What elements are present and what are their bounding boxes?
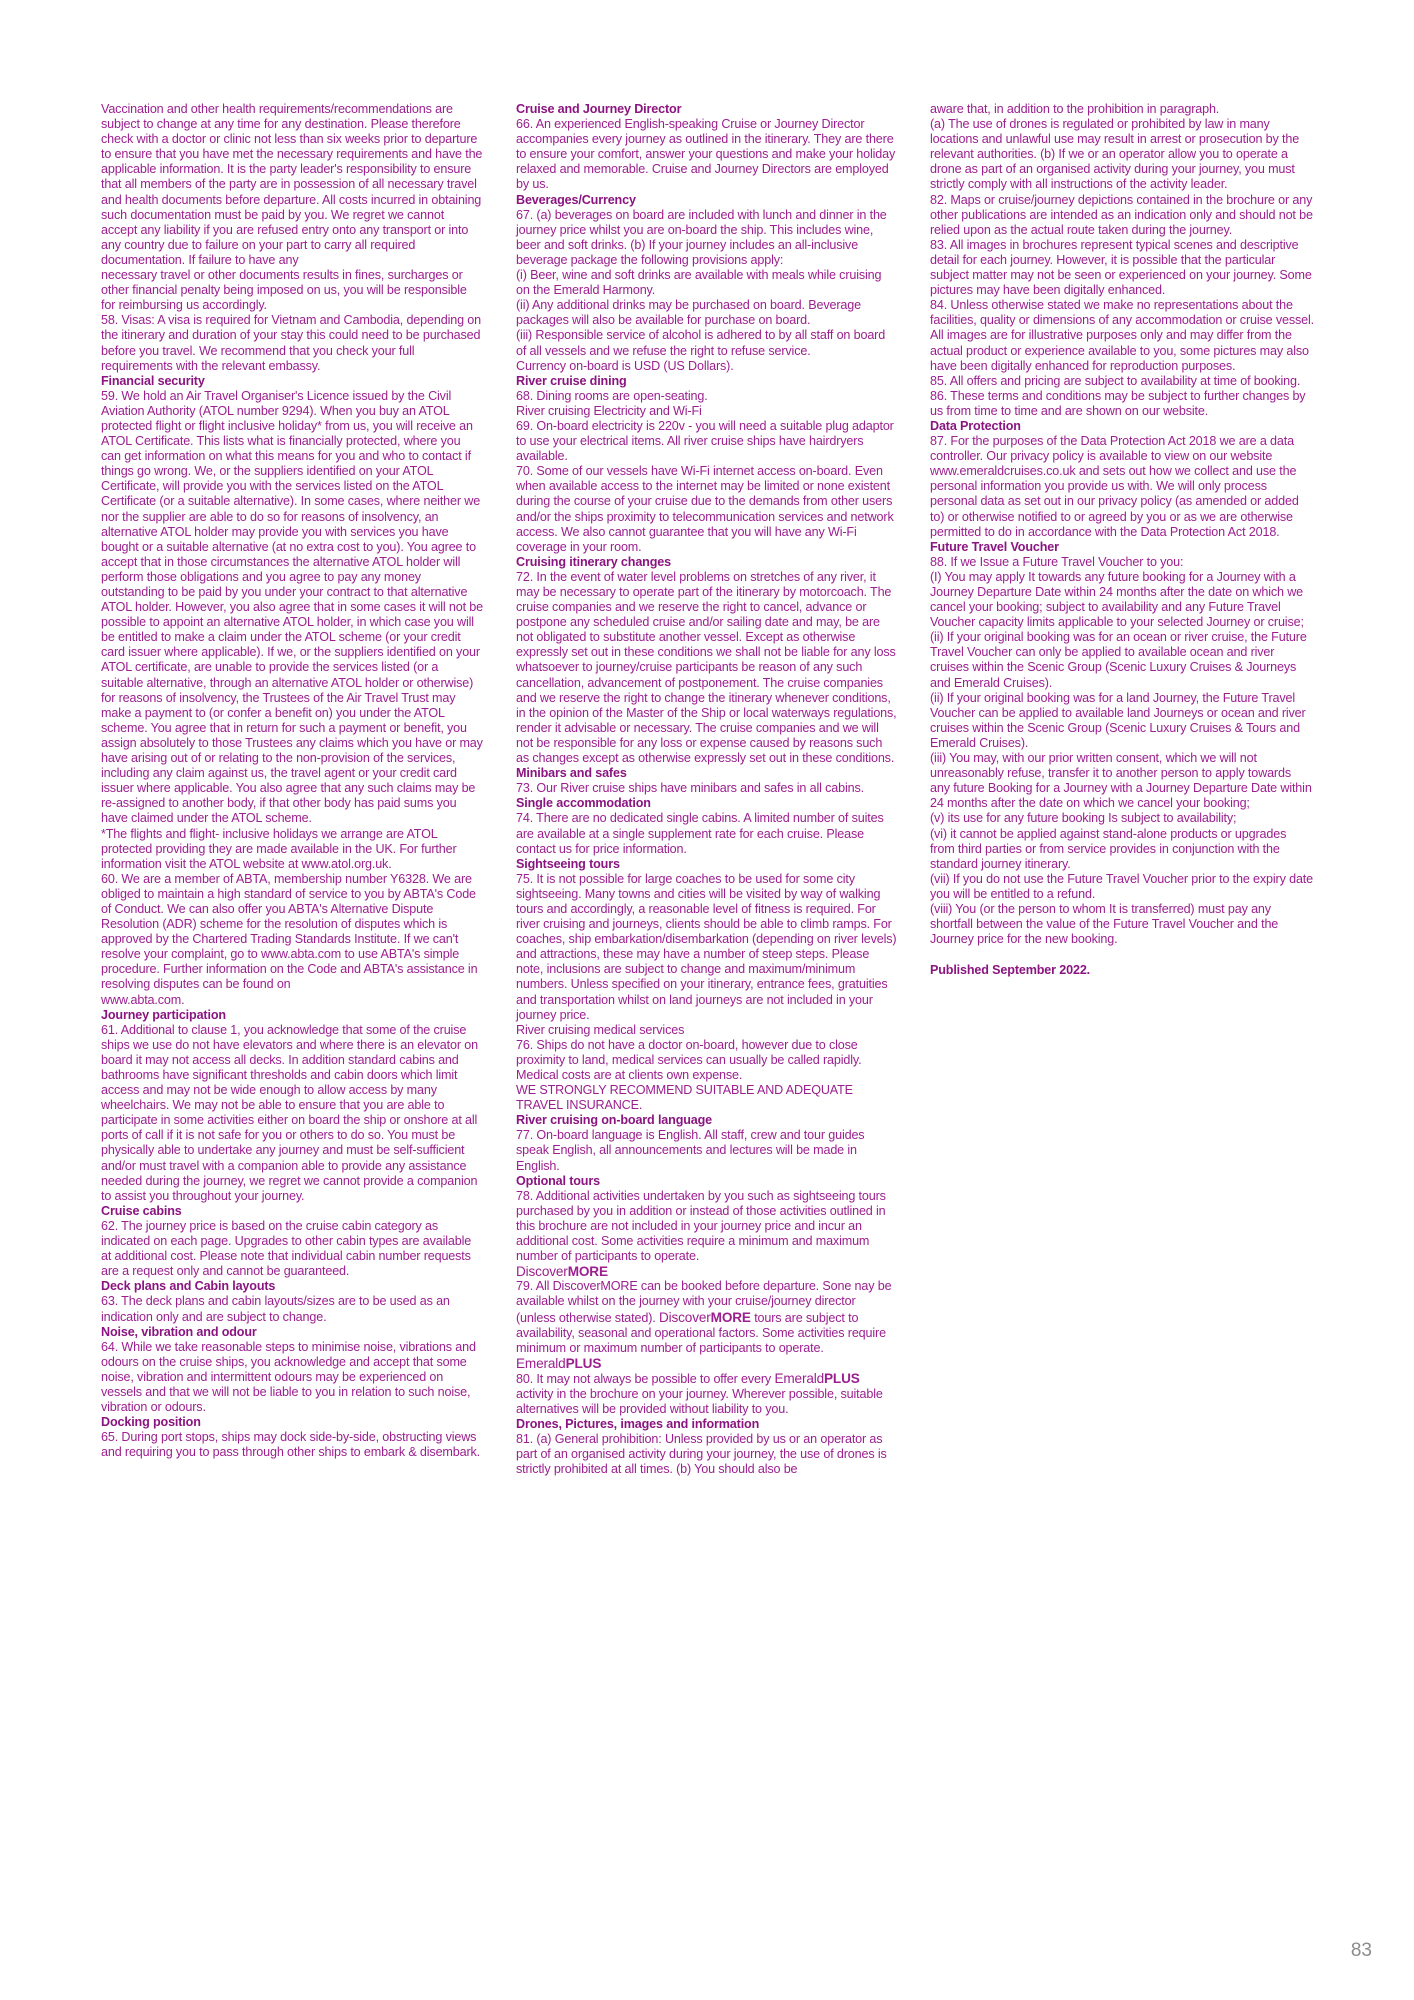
paragraph-87: 87. For the purposes of the Data Protection Act 2018 we are a data controller. Our privacy policy is available to view on our website www.emeraldcruises.co.uk and sets out how we collect and use the personal information you provide us with. We will only process personal data as set out in our privacy policy (as amended or added to) or otherwise notified to or agreed by you or as we are otherwise permitted to do in accordance with the Data Protection Act 2018. — [930, 434, 1299, 539]
paragraph-61: 61. Additional to clause 1, you acknowledge that some of the cruise ships we use do not have elevators and where there is an elevator on board it may not access all decks. In addition standard cabins and bathrooms have significant thresholds and cabin doors which limit access and may not be wide enough to allow access by many wheelchairs. We may not be able to ensure that you are able to participate in some activities either on board the ship or onshore at all ports of call if it is not safe for you or others to do so. You must be physically able to undertake any journey and must be self-sufficient and/or must travel with a companion able to provide any assistance needed during the journey, we regret we cannot provide a companion to assist you throughout your journey. — [101, 1022, 478, 1203]
paragraph-69: 69. On-board electricity is 220v - you will need a suitable plug adaptor to use your electrical items. All river cruise ships have hairdryers available. — [516, 418, 894, 464]
paragraph-79: 79. All DiscoverMORE can be booked before departure. Sone nay be available whilst on the journey with your cruise/journey director (unless otherwise stated). DiscoverMORE tours are subject to availability, seasonal and operational factors. Some activities require minimum or maximum number of participants to operate. — [516, 1279, 892, 1355]
paragraph-82: 82. Maps or cruise/journey depictions contained in the brochure or any other publications are intended as an indication only and should not be relied upon as the actual route taken during the journey. — [930, 192, 1313, 237]
brand-emerald-plus: EmeraldPLUS — [516, 1355, 602, 1371]
paragraph-62: 62. The journey price is based on the cruise cabin category as indicated on each page. Upgrades to other cabin types are available at additional cost. Please note that individual cabin number requests are a request only and cannot be guaranteed. — [101, 1218, 472, 1279]
paragraph-88-vi: (vi) it cannot be applied against stand-alone products or upgrades from third parties or from service provides in conjunction with the standard journey itinerary. — [930, 826, 1287, 871]
brand-discover-more-inline: DiscoverMORE — [658, 1309, 751, 1325]
paragraph-59-atol-note: *The flights and flight- inclusive holidays we arrange are ATOL protected providing they are made available in the UK. For further information visit the ATOL website at www.atol.org.uk. — [101, 826, 457, 871]
paragraph-84: 84. Unless otherwise stated we make no representations about the facilities, quality or dimensions of any accommodation or cruise vessel. All images are for illustrative purposes only and may differ from the actual product or experience available to you, some pictures may also have been digitally enhanced for reproduction purposes. — [930, 298, 1314, 373]
heading-river-cruise-dining: River cruise dining — [516, 373, 627, 388]
paragraph-80: 80. It may not always be possible to offer every EmeraldPLUS activity in the brochure on your journey. Wherever possible, suitable alternatives will be provided without liability to you. — [516, 1370, 883, 1417]
paragraph-88-ii-land: (ii) If your original booking was for a land Journey, the Future Travel Voucher can be applied to available land Journeys or ocean and river cruises within the Scenic Group (Scenic Luxury Cruises & Tours and Emerald Cruises). — [930, 690, 1306, 750]
paragraph-67: 67. (a) beverages on board are included with lunch and dinner in the journey price whilst you are on-board the ship. This includes wine, beer and soft drinks. (b) If your journey includes an all-inclusive beverage package the following provisions apply: — [516, 207, 887, 267]
abta-link[interactable]: www.abta.com. — [101, 992, 185, 1007]
paragraph-77: 77. On-board language is English. All staff, crew and tour guides speak English, all announcements and lectures will be made in English. — [516, 1128, 865, 1173]
heading-sightseeing: Sightseeing tours — [516, 856, 620, 871]
paragraph-76: 76. Ships do not have a doctor on-board, however due to close proximity to land, medical services can usually be called rapidly. Medical costs are at clients own expense. — [516, 1037, 862, 1082]
paragraph-68: 68. Dining rooms are open-seating. — [516, 388, 708, 403]
paragraph-insurance-notice: WE STRONGLY RECOMMEND SUITABLE AND ADEQUATE TRAVEL INSURANCE. — [516, 1083, 853, 1113]
paragraph-81: 81. (a) General prohibition: Unless provided by us or an operator as part of an organised activity during your journey, the use of drones is strictly prohibited at all times. (b) You should also be — [516, 1432, 887, 1477]
heading-language: River cruising on-board language — [516, 1113, 713, 1128]
subheading-electricity-wifi: River cruising Electricity and Wi-Fi — [516, 403, 702, 418]
brand-emerald-plus-inline: EmeraldPLUS — [774, 1370, 860, 1386]
column-left — [101, 102, 483, 1460]
paragraph-88-viii: (viii) You (or the person to whom It is transferred) must pay any shortfall between the value of the Future Travel Voucher and the Journey price for the new booking. — [930, 901, 1279, 947]
heading-optional-tours: Optional tours — [516, 1173, 600, 1188]
paragraph-81-a: (a) The use of drones is regulated or prohibited by law in many locations and unlawful use may result in arrest or prosecution by the relevant authorities. (b) If we or an operator allow you to operate a drone as part of an organised activity during your journey, you must strictly comply with all instructions of the activity leader. — [930, 117, 1300, 192]
paragraph-visas: 58. Visas: A visa is required for Vietnam and Cambodia, depending on the itinerary and duration of your stay this could need to be purchased before you travel. We recommend that you check your full requirements with the relevant embassy. — [101, 313, 481, 373]
paragraph-83: 83. All images in brochures represent typical scenes and descriptive detail for each journey. However, it is possible that the particular subject matter may not be seen or experienced on your journey. Some pictures may have been digitally enhanced. — [930, 237, 1312, 298]
paragraph-65: 65. During port stops, ships may dock side-by-side, obstructing views and requiring you to pass through other ships to embark & disembark. — [101, 1430, 481, 1460]
paragraph-currency: Currency on-board is USD (US Dollars). — [516, 358, 734, 373]
paragraph-63: 63. The deck plans and cabin layouts/sizes are to be used as an indication only and are subject to change. — [101, 1294, 450, 1324]
paragraph-88-vii: (vii) If you do not use the Future Travel Voucher prior to the expiry date you will be entitled to a refund. — [930, 871, 1314, 901]
paragraph-67-ii: (ii) Any additional drinks may be purchased on board. Beverage packages will also be available for purchase on board. — [516, 298, 861, 328]
subheading-medical-services: River cruising medical services — [516, 1022, 685, 1037]
heading-cruise-cabins: Cruise cabins — [101, 1203, 182, 1218]
heading-future-travel-voucher: Future Travel Voucher — [930, 539, 1059, 554]
column-right — [930, 102, 1314, 978]
paragraph-66: 66. An experienced English-speaking Cruise or Journey Director accompanies every journey as outlined in the itinerary. They are there to ensure your comfort, answer your questions and make your holiday relaxed and memorable. Cruise and Journey Directors are employed by us. — [516, 117, 896, 192]
paragraph-health-fines: necessary travel or other documents results in fines, surcharges or other financial penalty being imposed on us, you will be responsible for reimbursing us accordingly. — [101, 268, 467, 313]
paragraph-health-requirements: Vaccination and other health requirements/recommendations are subject to change at any time for any destination. Please therefore check with a doctor or clinic not less than six weeks prior to departure to ensure that you have met the necessary requirements and have the applicable information. It is the party leader's responsibility to ensure that all members of the party are in possession of all necessary travel and health documents before departure. All costs incurred in obtaining such documentation must be paid by you. We regret we cannot accept any liability if you are refused entry onto any transport or into any country due to failure on your part to carry all required documentation. If failure to have any — [101, 102, 483, 267]
published-date: Published September 2022. — [930, 963, 1091, 978]
heading-cruise-director: Cruise and Journey Director — [516, 102, 682, 116]
paragraph-72: 72. In the event of water level problems on stretches of any river, it may be necessary to operate part of the itinerary by motorcoach. The cruise companies and we reserve the right to cancel, advance or postpone any scheduled cruise and/or sailing date and may, be are not obligated to substitute another vessel. Except as otherwise expressly set out in these conditions we shall not be liable for any loss whatsoever to journey/cruise participants be reason of any such cancellation, advancement of postponement. The cruise companies and we reserve the right to change the itinerary whenever conditions, in the opinion of the Master of the Ship or local waterways regulations, render it advisable or necessary. The cruise companies and we will not be responsible for any loss or expense caused by reasons such as changes except as otherwise expressly set out in these conditions. — [516, 569, 897, 766]
heading-noise: Noise, vibration and odour — [101, 1324, 257, 1339]
paragraph-78: 78. Additional activities undertaken by you such as sightseeing tours purchased by you in addition or instead of those activities outlined in this brochure are not included in your journey price and incur an additional cost. Some activities require a minimum and maximum number of participants to operate. — [516, 1188, 886, 1264]
paragraph-88-iii: (iii) You may, with our prior written consent, which we will not unreasonably refuse, transfer it to another person to apply towards any future Booking for a Journey with a Journey Departure Date within 24 months after the date on which we cancel your booking; — [930, 751, 1312, 811]
paragraph-85: 85. All offers and pricing are subject to availability at time of booking. — [930, 373, 1301, 388]
paragraph-64: 64. While we take reasonable steps to minimise noise, vibrations and odours on the cruise ships, you acknowledge and accept that some noise, vibration and intermittent odours may be experienced on vessels and that we will not be liable to you in relation to such noise, vibration or odours. — [101, 1339, 476, 1415]
paragraph-60: 60. We are a member of ABTA, membership number Y6328. We are obliged to maintain a high standard of service to you by ABTA's Code of Conduct. We can also offer you ABTA's Alternative Dispute Resolution (ADR) scheme for the resolution of disputes which is approved by the Chartered Trading Standards Institute. If we can't resolve your complaint, go to www.abta.com to use ABTA's simple procedure. Further information on the Code and ABTA's assistance in resolving disputes can be found on — [101, 871, 478, 992]
paragraph-74: 74. There are no dedicated single cabins. A limited number of suites are available at a single supplement rate for each cruise. Please contact us for price information. — [516, 811, 884, 856]
paragraph-67-iii: (iii) Responsible service of alcohol is adhered to by all staff on board of all vessels and we refuse the right to refuse service. — [516, 328, 886, 358]
heading-journey-participation: Journey participation — [101, 1007, 226, 1022]
heading-docking: Docking position — [101, 1415, 201, 1430]
heading-data-protection: Data Protection — [930, 418, 1021, 433]
paragraph-88-i: (I) You may apply It towards any future booking for a Journey with a Journey Departure Date within 24 months after the date on which we cancel your booking; subject to availability and any Future Travel Voucher capacity limits applicable to your selected Journey or cruise; — [930, 569, 1304, 630]
paragraph-81-continued: aware that, in addition to the prohibition in paragraph. — [930, 102, 1220, 116]
paragraph-59: 59. We hold an Air Travel Organiser's Licence issued by the Civil Aviation Authority (ATOL number 9294). When you buy an ATOL protected flight or flight inclusive holiday* from us, you will receive an ATOL Certificate. This lists what is financially protected, where you can get information on what this means for you and who to contact if things go wrong. We, or the suppliers identified on your ATOL Certificate, will provide you with the services listed on the ATOL Certificate (or a suitable alternative). In some cases, where neither we nor the supplier are able to do so for reasons of insolvency, an alternative ATOL holder may provide you with services you have bought or a suitable alternative (at no extra cost to you). You agree to accept that in those circumstances the alternative ATOL holder will perform those obligations and you agree to pay any money outstanding to be paid by you under your contract to that alternative ATOL holder. However, you also agree that in some cases it will not be possible to appoint an alternative ATOL holder, in which case you will be entitled to make a claim under the ATOL scheme (or your credit card issuer where applicable). If we, or the suppliers identified on your ATOL certificate, are unable to provide the services listed (or a suitable alternative, through an alternative ATOL holder or otherwise) for reasons of insolvency, the Trustees of the Air Travel Trust may make a payment to (or confer a benefit on) you under the ATOL scheme. You agree that in return for such a payment or benefit, you assign absolutely to those Trustees any claims which you have or may have arising out of or relating to the non-provision of the services, including any claim against us, the travel agent or your credit card issuer where applicable. You also agree that any such claims may be re-assigned to another body, if that other body has paid sums you have claimed under the ATOL scheme. — [101, 388, 483, 826]
paragraph-88: 88. If we Issue a Future Travel Voucher to you: — [930, 554, 1184, 569]
paragraph-88-v: (v) its use for any future booking Is subject to availability; — [930, 811, 1237, 826]
heading-drones: Drones, Pictures, images and information — [516, 1417, 760, 1432]
heading-itinerary-changes: Cruising itinerary changes — [516, 554, 671, 569]
heading-deck-plans: Deck plans and Cabin layouts — [101, 1279, 276, 1294]
heading-minibars: Minibars and safes — [516, 766, 627, 781]
paragraph-70: 70. Some of our vessels have Wi-Fi internet access on-board. Even when available access to the internet may be limited or none existent during the course of your cruise due to the demands from other users and/or the ships proximity to telecommunication services and network access. We also cannot guarantee that you will have any Wi-Fi coverage in your room. — [516, 464, 894, 554]
brand-discover-more: DiscoverMORE — [516, 1264, 608, 1280]
paragraph-67-i: (i) Beer, wine and soft drinks are available with meals while cruising on the Emerald Harmony. — [516, 268, 882, 298]
paragraph-86: 86. These terms and conditions may be subject to further changes by us from time to time and are shown on our website. — [930, 388, 1306, 418]
paragraph-88-ii: (ii) If your original booking was for an ocean or river cruise, the Future Travel Voucher can only be applied to available ocean and river cruises within the Scenic Group (Scenic Luxury Cruises & Journeys and Emerald Cruises). — [930, 630, 1307, 690]
paragraph-73: 73. Our River cruise ships have minibars and safes in all cabins. — [516, 781, 864, 796]
heading-single-accommodation: Single accommodation — [516, 796, 651, 811]
page-number: 83 — [1350, 1940, 1372, 1961]
heading-financial-security: Financial security — [101, 373, 205, 388]
column-middle — [516, 102, 898, 1478]
heading-beverages: Beverages/Currency — [516, 192, 636, 207]
paragraph-75: 75. It is not possible for large coaches to be used for some city sightseeing. Many towns and cities will be visited by way of walking tours and accordingly, a reasonable level of fitness is required. For river cruising and journeys, clients should be able to climb ramps. For coaches, ship embarkation/disembarkation (depending on river levels) and attractions, these may have a number of steep steps. Please note, inclusions are subject to change and maximum/minimum numbers. Unless specified on your itinerary, entrance fees, gratuities and transportation whilst on land journeys are not included in your journey price. — [516, 871, 897, 1022]
